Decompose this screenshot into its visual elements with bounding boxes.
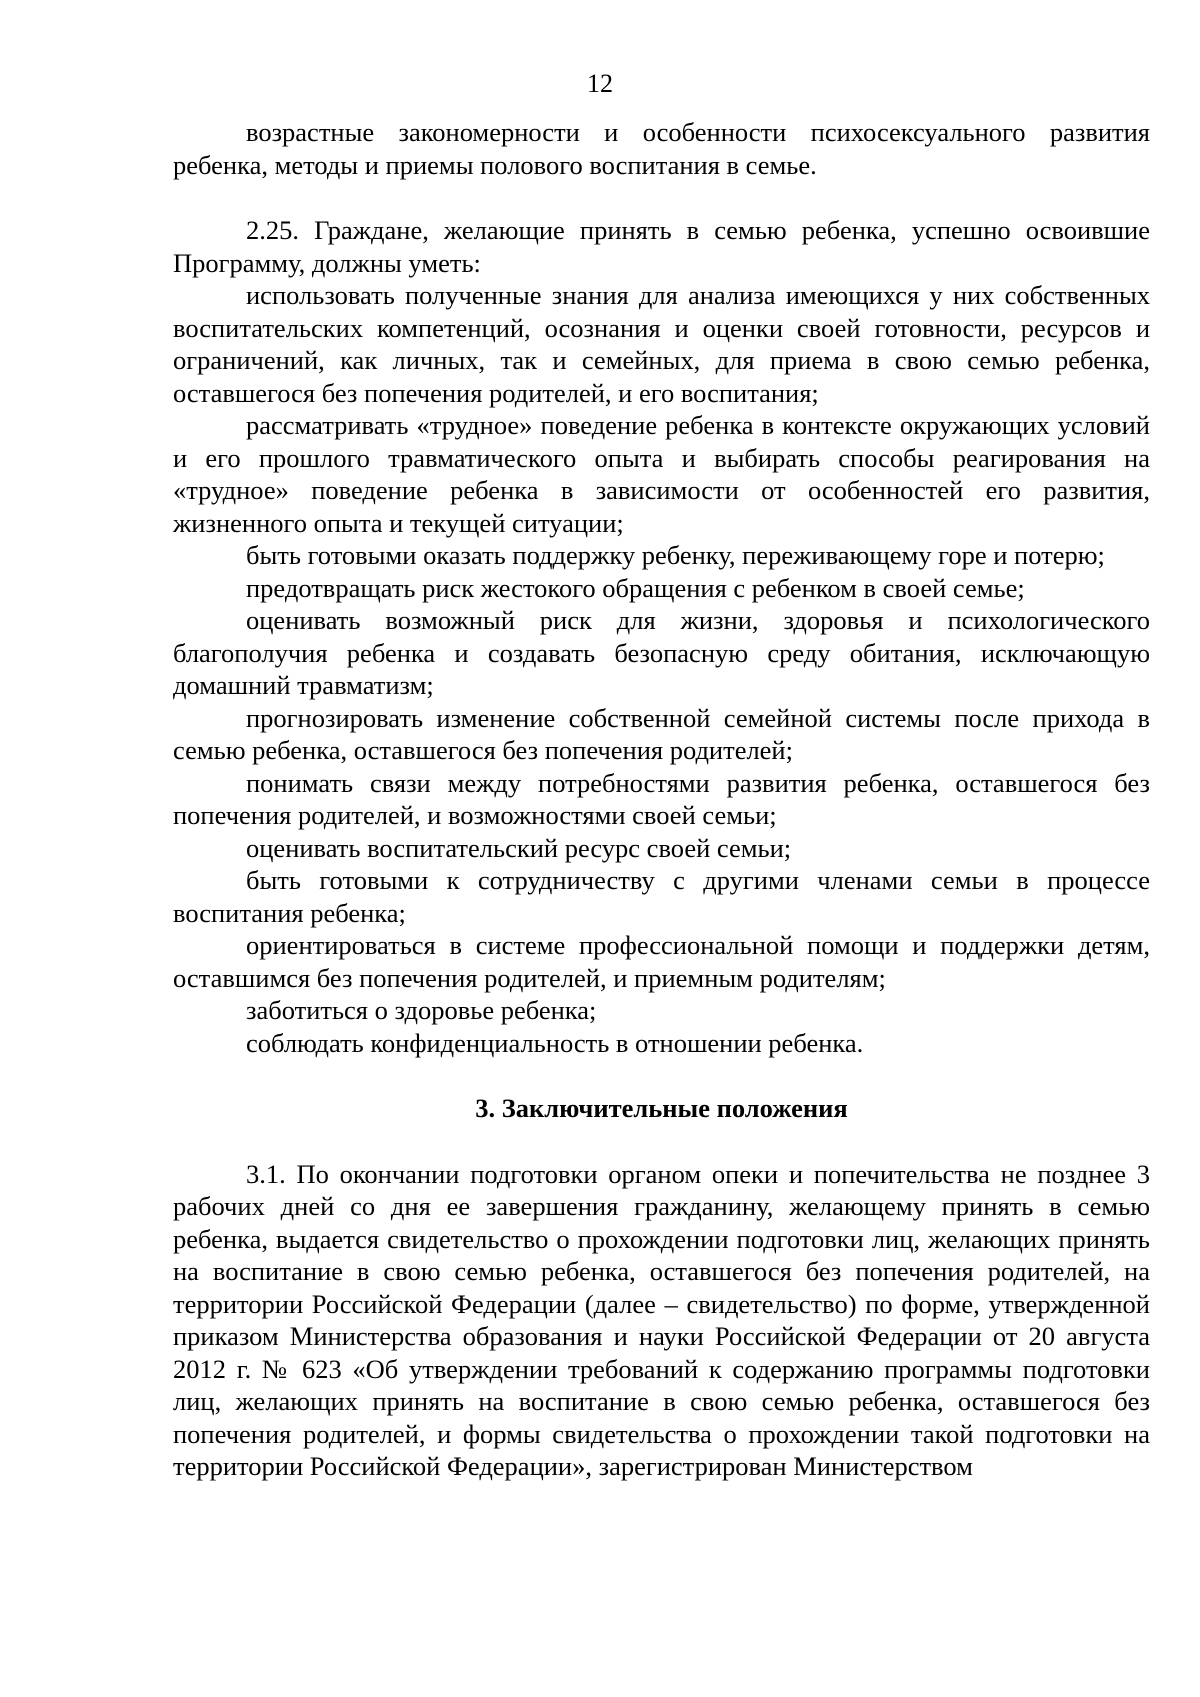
skill-item: соблюдать конфиденциальность в отношении ребенка. (246, 1027, 864, 1058)
document-body (173, 116, 1150, 1483)
skill-item: заботиться о здоровье ребенка; (246, 995, 597, 1025)
skill-item: быть готовыми к сотрудничеству с другими членами семьи в процессе воспитания ребенка; (173, 865, 1150, 928)
skill-item: использовать полученные знания для анализа имеющихся у них собственных воспитательских компетенций, осознания и оценки своей готовности, ресурсов и ограничений, как личных, так и семейных, для приема в свою семью ребенка, оставшегося без попечения родителей, и его воспитания; (173, 280, 1150, 408)
skill-item: предотвращать риск жестокого обращения с ребенком в своей семье; (246, 572, 1025, 603)
skill-item: быть готовыми оказать поддержку ребенку, переживающему горе и потерю; (246, 540, 1105, 570)
skill-item: прогнозировать изменение собственной семейной системы после прихода в семью ребенка, оставшегося без попечения родителей; (173, 702, 1150, 765)
section-heading-final-provisions: 3. Заключительные положения (475, 1093, 848, 1123)
paragraph-intro-tail: возрастные закономерности и особенности психосексуального развития ребенка, методы и приемы полового воспитания в семье. (173, 117, 1150, 180)
skill-item: оценивать возможный риск для жизни, здоровья и психологического благополучия ребенка и создавать безопасную среду обитания, исключающую домашний травматизм; (173, 605, 1150, 700)
clause-3-1: 3.1. По окончании подготовки органом опеки и попечительства не позднее 3 рабочих дней со дня ее завершения гражданину, желающему принять в семью ребенка, выдается свидетельство о прохождении подготовки лиц, желающих принять на воспитание в свою семью ребенка, оставшегося без попечения родителей, на территории Российской Федерации (далее – свидетельство) по форме, утвержденной приказом Министерства образования и науки Российской Федерации от 20 августа 2012 г. № 623 «Об утверждении требований к содержанию программы подготовки лиц, желающих принять на воспитание в свою семью ребенка, оставшегося без попечения родителей, и формы свидетельства о прохождении такой подготовки на территории Российской Федерации», зарегистрирован Министерством (173, 1158, 1150, 1481)
skill-item: рассматривать «трудное» поведение ребенка в контексте окружающих условий и его прошлого травматического опыта и выбирать способы реагирования на «трудное» поведение ребенка в зависимости от особенностей его развития, жизненного опыта и текущей ситуации; (173, 410, 1150, 538)
skill-item: понимать связи между потребностями развития ребенка, оставшегося без попечения родителей, и возможностями своей семьи; (173, 767, 1150, 830)
skill-item: ориентироваться в системе профессиональной помощи и поддержки детям, оставшимся без попечения родителей, и приемным родителям; (173, 930, 1150, 993)
clause-2-25: 2.25. Граждане, желающие принять в семью ребенка, успешно освоившие Программу, должны уметь: (173, 215, 1150, 278)
skill-item: оценивать воспитательский ресурс своей семьи; (246, 832, 792, 863)
page-number: 12 (587, 69, 613, 98)
